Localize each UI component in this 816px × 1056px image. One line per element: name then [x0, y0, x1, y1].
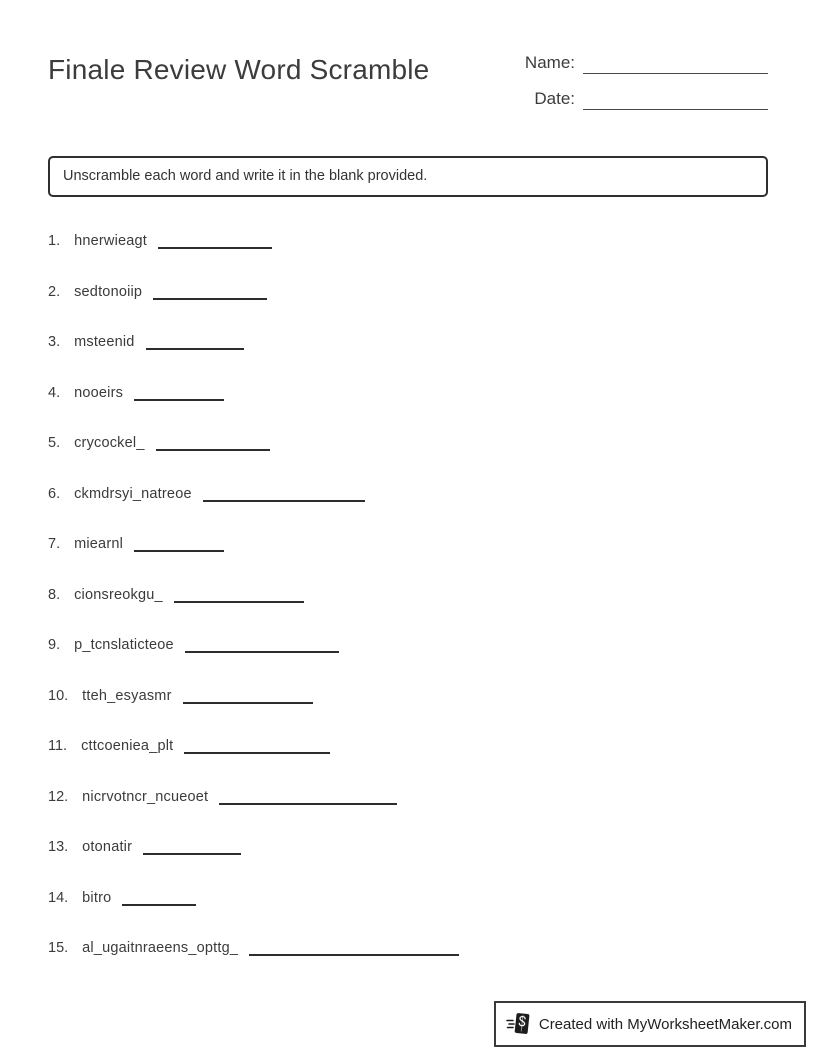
word-item [48, 734, 768, 754]
scrambled-word: cionsreokgu_ [74, 586, 163, 603]
answer-blank[interactable] [174, 587, 304, 603]
scrambled-word: hnerwieagt [74, 233, 148, 249]
scrambled-word: crycockel_ [74, 435, 145, 451]
item-number: 12. [48, 788, 69, 805]
item-number: 8. [48, 586, 61, 603]
instruction-box [48, 156, 768, 197]
name-input-line[interactable] [583, 52, 768, 74]
item-number: 4. [48, 384, 61, 401]
date-label: Date: [534, 89, 575, 108]
word-item [48, 785, 768, 805]
answer-blank[interactable] [185, 637, 339, 653]
scrambled-word: nicrvotncr_ncueoet [82, 788, 209, 805]
answer-blank[interactable] [203, 486, 365, 502]
scrambled-word: ckmdrsyi_natreoe [74, 485, 192, 502]
scrambled-word: miearnl [74, 536, 124, 552]
answer-blank[interactable] [143, 839, 241, 855]
footer-credit-box [494, 1001, 806, 1047]
answer-blank[interactable] [156, 435, 270, 451]
word-item [48, 229, 768, 249]
instruction-text: Unscramble each word and write it in the blank provided. [63, 168, 428, 184]
scrambled-word: bitro [82, 889, 112, 906]
word-item [48, 936, 768, 956]
scrambled-word: p_tcnslaticteoe [74, 637, 174, 653]
scrambled-word: nooeirs [74, 384, 124, 401]
item-number: 1. [48, 233, 61, 249]
word-item [48, 532, 768, 552]
flying-book-icon [506, 1011, 532, 1037]
name-field-row [500, 52, 768, 74]
word-item [48, 280, 768, 300]
answer-blank[interactable] [146, 334, 244, 350]
header [48, 50, 768, 110]
scrambled-word: msteenid [74, 334, 135, 350]
item-number: 9. [48, 637, 61, 653]
answer-blank[interactable] [134, 536, 224, 552]
word-item [48, 684, 768, 704]
scrambled-word: cttcoeniea_plt [81, 738, 174, 754]
answer-blank[interactable] [122, 890, 196, 906]
answer-blank[interactable] [249, 940, 459, 956]
footer-credit-text: Created with MyWorksheetMaker.com [538, 1015, 792, 1033]
date-field-row [500, 88, 768, 110]
word-item [48, 381, 768, 401]
word-item [48, 835, 768, 855]
word-item [48, 633, 768, 653]
scrambled-word: al_ugaitnraeens_opttg_ [82, 940, 239, 956]
answer-blank[interactable] [183, 688, 313, 704]
answer-blank[interactable] [219, 789, 397, 805]
item-number: 3. [48, 334, 61, 350]
answer-blank[interactable] [134, 385, 224, 401]
scrambled-word: otonatir [82, 839, 133, 855]
word-item [48, 482, 768, 502]
word-list [48, 229, 768, 956]
page-title: Finale Review Word Scramble [48, 54, 430, 85]
item-number: 11. [48, 738, 68, 754]
answer-blank[interactable] [158, 233, 272, 249]
date-input-line[interactable] [583, 88, 768, 110]
item-number: 13. [48, 839, 69, 855]
scrambled-word: sedtonoiip [74, 283, 143, 300]
word-item [48, 583, 768, 603]
item-number: 6. [48, 485, 61, 502]
name-date-fields [500, 50, 768, 110]
scrambled-word: tteh_esyasmr [82, 687, 172, 704]
word-item [48, 330, 768, 350]
item-number: 14. [48, 889, 69, 906]
item-number: 5. [48, 435, 61, 451]
item-number: 2. [48, 283, 61, 300]
word-item [48, 886, 768, 906]
word-item [48, 431, 768, 451]
item-number: 7. [48, 536, 61, 552]
item-number: 15. [48, 940, 69, 956]
name-label: Name: [524, 53, 575, 72]
item-number: 10. [48, 687, 69, 704]
answer-blank[interactable] [184, 738, 330, 754]
answer-blank[interactable] [153, 284, 267, 300]
